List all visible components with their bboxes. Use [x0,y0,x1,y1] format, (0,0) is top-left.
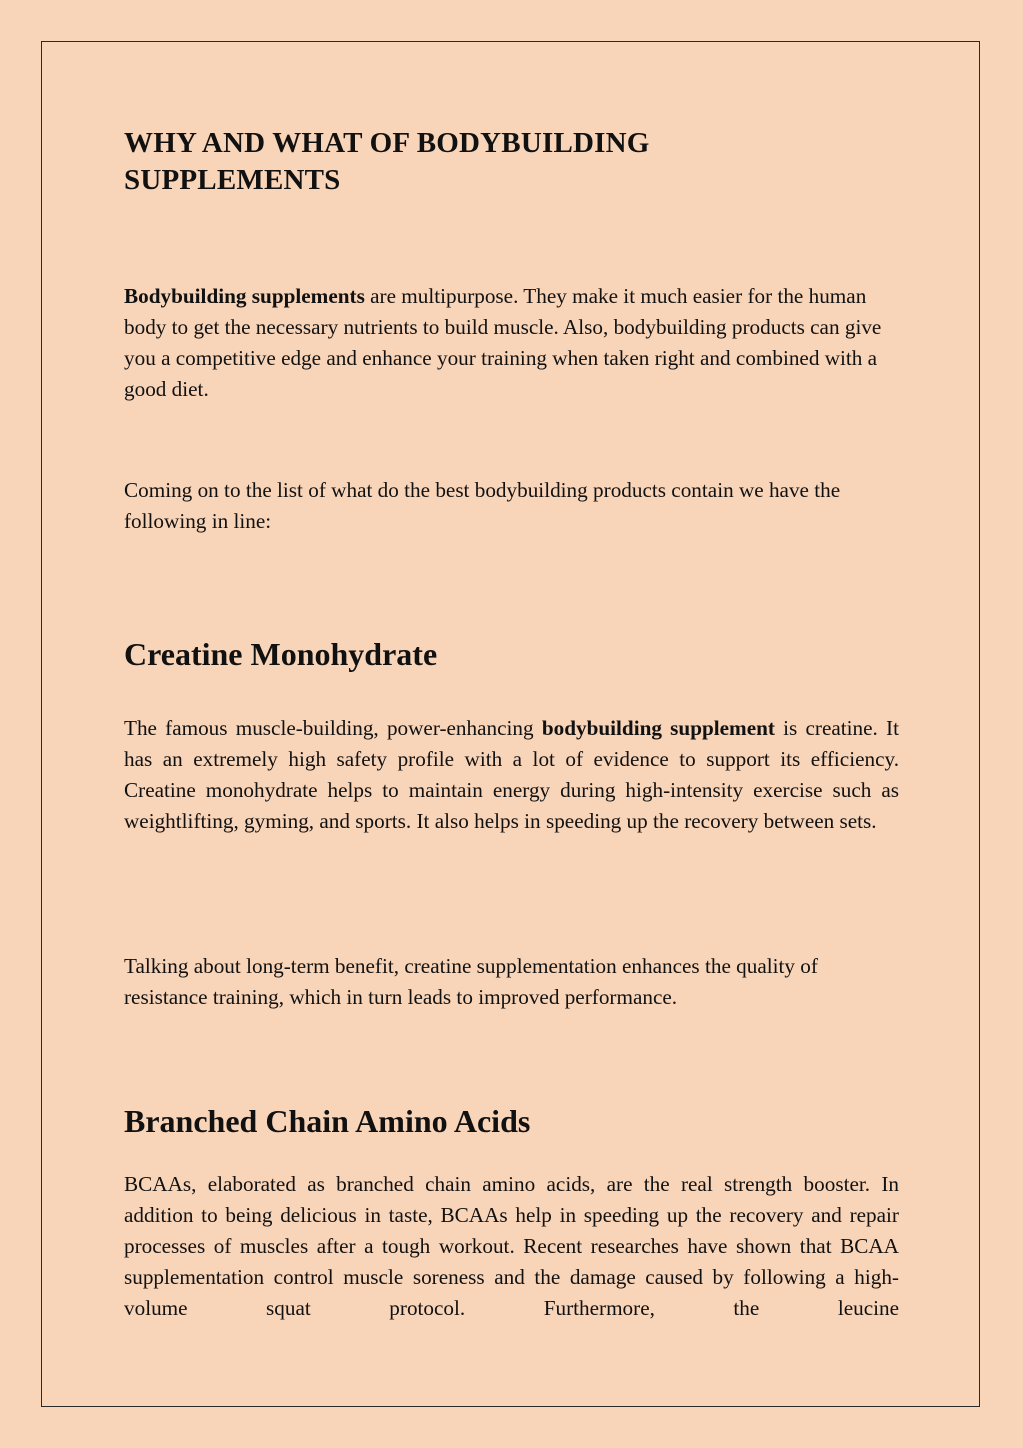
creatine-paragraph-1 [124,713,899,837]
intro-bold-term: Bodybuilding supplements [124,284,365,308]
creatine-text-after: is creatine. It has an extremely high safety profile with a lot of evidence to support its efficiency. Creatine monohydrate helps to maintain energy during high-intensity exercise such as weightlifting, gyming, and sports. It also helps in speeding up the recovery between sets. [124,716,899,833]
section-heading-bcaa: Branched Chain Amino Acids [124,1103,531,1139]
creatine-paragraph-2: Talking about long-term benefit, creatine supplementation enhances the quality of resistance training, which in turn leads to improved performance. [124,954,818,1009]
bcaa-paragraph-1: BCAAs, elaborated as branched chain amino acids, are the real strength booster. In addition to being delicious in taste, BCAAs help in speeding up the recovery and repair processes of muscles after a tough workout. Recent researches have shown that BCAA supplementation control muscle soreness and the damage caused by following a high-volume squat protocol. Furthermore, the leucine [124,1172,899,1320]
creatine-text-before: The famous muscle-building, power-enhancing [124,716,542,740]
section-heading-creatine: Creatine Monohydrate [124,636,438,672]
creatine-bold-term: bodybuilding supplement [541,716,775,740]
intro-paragraph [124,281,899,405]
intro-text: are multipurpose. They make it much easier for the human body to get the necessary nutrients to build muscle. Also, bodybuilding products can give you a competitive edge and enhance your training when taken right and combined with a good diet. [124,284,882,401]
list-intro-paragraph: Coming on to the list of what do the best bodybuilding products contain we have the following in line: [124,478,841,533]
document-title: WHY AND WHAT OF BODYBUILDING SUPPLEMENTS [124,127,650,196]
